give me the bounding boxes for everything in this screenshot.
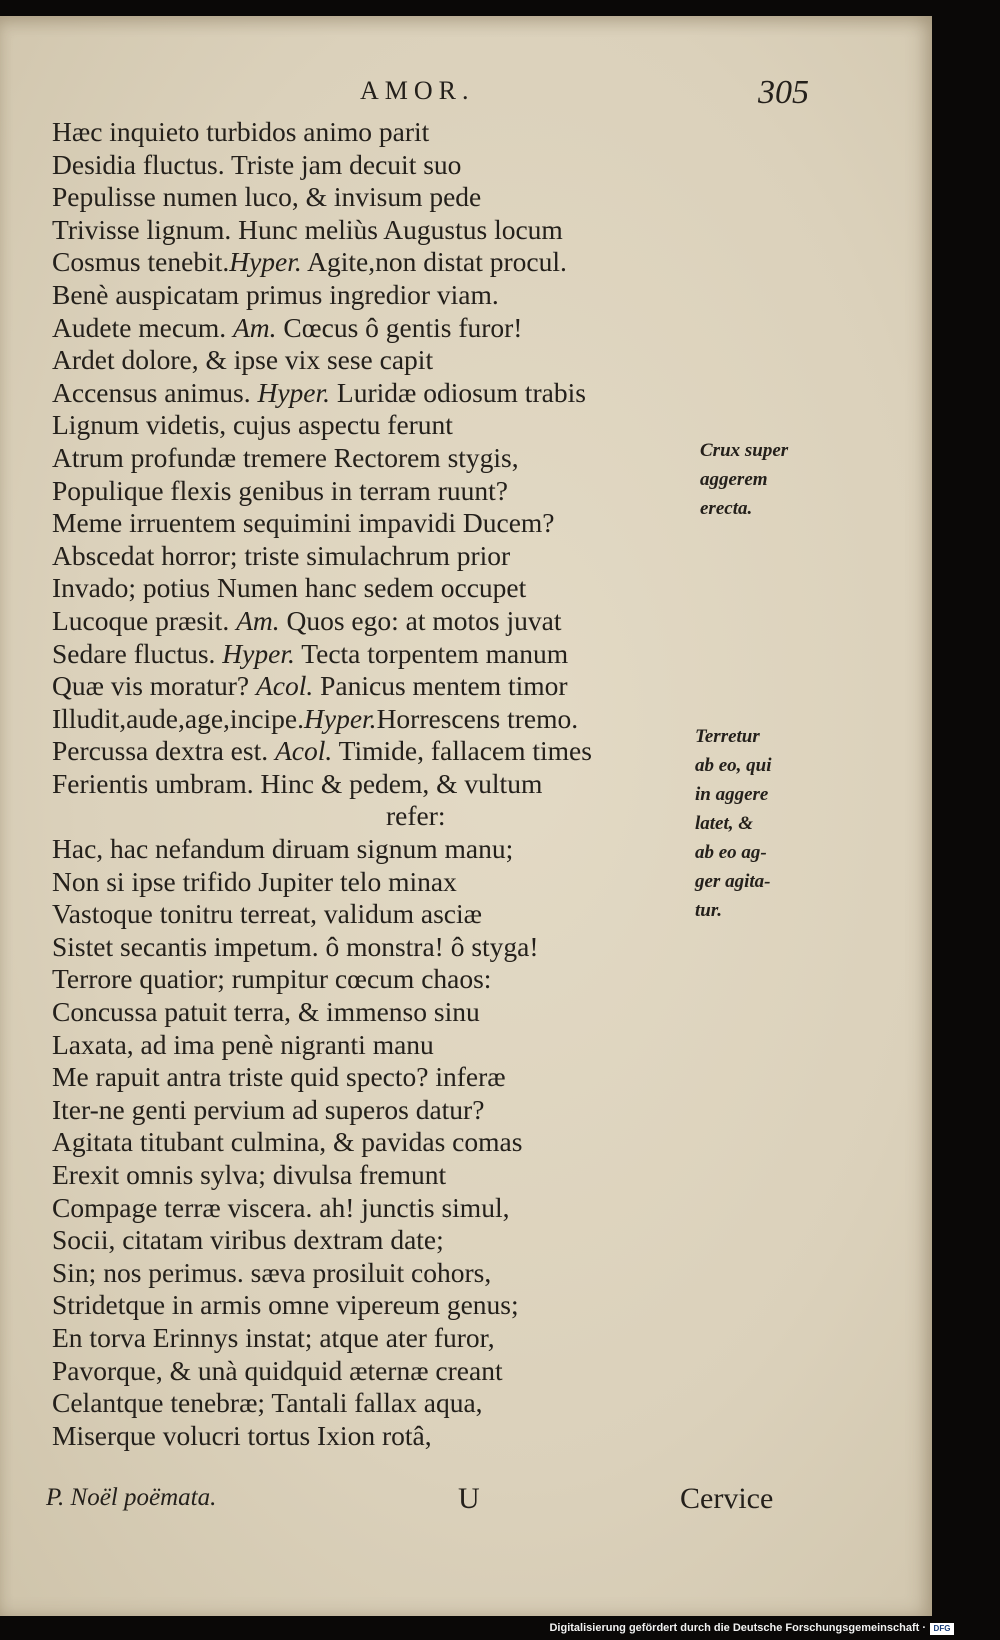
verse-text-run: Populique flexis genibus in terram ruunt? <box>52 474 508 506</box>
verse-line <box>52 312 712 345</box>
speaker-name: Hyper. <box>304 702 377 734</box>
verse-line <box>52 638 712 671</box>
verse-text-run: Me rapuit antra triste quid specto? inferæ <box>52 1061 506 1093</box>
funding-credit: Digitalisierung gefördert durch die Deutsche Forschungsgemeinschaft · <box>549 1622 926 1634</box>
verse-text-run: Celantque tenebræ; Tantali fallax aqua, <box>52 1387 483 1419</box>
footer-signature-letter: U <box>458 1482 480 1515</box>
verse-line <box>52 181 712 214</box>
verse-text-run: Desidia fluctus. Triste jam decuit suo <box>52 148 462 180</box>
verse-text-run: Trivisse lignum. Hunc meliùs Augustus locum <box>52 213 563 245</box>
verse-line <box>52 116 712 149</box>
verse-line <box>52 1061 712 1094</box>
verse-text-run: Sistet secantis impetum. ô monstra! ô styga! <box>52 930 539 962</box>
verse-text-run: Horrescens tremo. <box>376 702 579 734</box>
verse-text-run: Meme irruentem sequimini impavidi Ducem? <box>52 507 555 539</box>
verse-line <box>52 1387 712 1420</box>
running-header-title: AMOR. <box>360 76 475 105</box>
verse-text-run: Sedare fluctus. <box>52 637 223 669</box>
verse-line <box>52 377 712 410</box>
verse-text-run: Tecta torpentem manum <box>294 637 569 669</box>
marginal-note-line: erecta. <box>700 498 753 519</box>
verse-line <box>52 735 712 768</box>
marginal-note-line: ger agita- <box>695 871 771 892</box>
verse-text-run: Pepulisse numen luco, & invisum pede <box>52 181 482 213</box>
verse-line <box>52 1159 712 1192</box>
verse-text-run: Sin; nos perimus. sæva prosiluit cohors, <box>52 1256 492 1288</box>
verse-text-run: Invado; potius Numen hanc sedem occupet <box>52 572 527 604</box>
verse-text-run: Timide, fallacem times <box>332 735 592 767</box>
verse-line <box>52 996 712 1029</box>
verse-line <box>52 1224 712 1257</box>
verse-line <box>52 1355 712 1388</box>
verse-line <box>52 963 712 996</box>
verse-text-run: Terrore quatior; rumpitur cœcum chaos: <box>52 963 492 995</box>
speaker-name: Am. <box>236 604 280 636</box>
verse-text-run: Socii, citatam viribus dextram date; <box>52 1224 444 1256</box>
verse-text <box>52 116 712 1452</box>
verse-text-run: Miserque volucri tortus Ixion rotâ, <box>52 1419 432 1451</box>
verse-text-run: Quos ego: at motos juvat <box>279 604 562 636</box>
verse-text-run: Hac, hac nefandum diruam signum manu; <box>52 833 514 865</box>
verse-line <box>52 800 712 833</box>
verse-text-run: Pavorque, & unà quidquid æternæ creant <box>52 1354 503 1386</box>
verse-line <box>52 279 712 312</box>
verse-line <box>52 475 712 508</box>
verse-line <box>52 214 712 247</box>
verse-text-run: En torva Erinnys instat; atque ater furor, <box>52 1321 495 1353</box>
verse-line <box>52 1029 712 1062</box>
verse-text-run: Illudit,aude,age,incipe. <box>52 702 304 734</box>
verse-text-run: Cœcus ô gentis furor! <box>276 311 523 343</box>
verse-text-run: Iter-ne genti pervium ad superos datur? <box>52 1093 485 1125</box>
verse-line <box>52 572 712 605</box>
verse-text-run: Erexit omnis sylva; divulsa fremunt <box>52 1159 447 1190</box>
verse-text-run: Lignum videtis, cujus aspectu ferunt <box>52 409 453 441</box>
footer-signature: P. Noël poëmata. <box>46 1484 217 1511</box>
verse-text-run: Abscedat horror; triste simulachrum prior <box>52 539 511 571</box>
marginal-note-terretur <box>695 722 772 925</box>
verse-line <box>52 866 712 899</box>
verse-line <box>52 1192 712 1225</box>
verse-line <box>52 833 712 866</box>
marginal-note-line: latet, & <box>695 813 754 834</box>
verse-line <box>52 344 712 377</box>
verse-line <box>52 149 712 182</box>
verse-text-run: Concussa patuit terra, & immenso sinu <box>52 996 480 1028</box>
verse-line <box>52 1126 712 1159</box>
verse-text-run: Laxata, ad ima penè nigranti manu <box>52 1028 434 1060</box>
verse-text-run: Lucoque præsit. <box>52 604 237 636</box>
verse-text-run: Panicus mentem timor <box>313 670 568 702</box>
verse-text-run: Cosmus tenebit. <box>52 246 230 278</box>
verse-line <box>52 931 712 964</box>
marginal-note-line: ab eo ag- <box>695 842 767 863</box>
marginal-note-line: ab eo, qui <box>695 755 772 776</box>
marginal-note-cross <box>700 436 788 523</box>
verse-line <box>52 1420 712 1453</box>
speaker-name: Acol. <box>274 735 333 767</box>
verse-line <box>52 1094 712 1127</box>
page-number: 305 <box>758 74 809 111</box>
verse-text-run: Ferientis umbram. Hinc & pedem, & vultum <box>52 767 543 799</box>
verse-line <box>52 670 712 703</box>
verse-text-run: Quæ vis moratur? <box>52 670 256 702</box>
marginal-note-line: Crux super <box>700 440 789 461</box>
marginal-note-line: tur. <box>695 900 722 921</box>
verse-line <box>52 1257 712 1290</box>
verse-line <box>52 409 712 442</box>
verse-line <box>52 246 712 279</box>
verse-text-run: Agite,non distat procul. <box>301 246 567 278</box>
speaker-name: Hyper. <box>257 376 331 408</box>
verse-text-run: Benè auspicatam primus ingredior viam. <box>52 278 499 310</box>
speaker-name: Acol. <box>255 670 314 702</box>
speaker-name: Hyper. <box>229 246 302 278</box>
verse-line <box>52 540 712 573</box>
verse-text-run: Agitata titubant culmina, & pavidas comas <box>52 1126 523 1158</box>
dfg-logo: DFG <box>930 1623 954 1635</box>
verse-text-run: Luridæ odiosum trabis <box>330 376 586 408</box>
verse-text-run: Compage terræ viscera. ah! junctis simul, <box>52 1191 510 1223</box>
speaker-name: Am. <box>232 311 277 343</box>
verse-text-run: Hæc inquieto turbidos animo parit <box>52 116 430 147</box>
marginal-note-line: in aggere <box>695 784 769 805</box>
verse-text-run: refer: <box>386 800 446 832</box>
verse-text-run: Accensus animus. <box>52 376 258 408</box>
marginal-note-line: Terretur <box>695 726 760 747</box>
verse-line <box>52 1289 712 1322</box>
verse-text-run: Non si ipse trifido Jupiter telo minax <box>52 865 457 897</box>
footer-catchword: Cervice <box>680 1482 774 1515</box>
verse-text-run: Ardet dolore, & ipse vix sese capit <box>52 344 434 376</box>
verse-line <box>52 703 712 736</box>
verse-text-run: Audete mecum. <box>52 311 233 343</box>
verse-text-run: Stridetque in armis omne vipereum genus; <box>52 1289 519 1321</box>
verse-text-run: Atrum profundæ tremere Rectorem stygis, <box>52 441 519 473</box>
verse-line <box>52 442 712 475</box>
verse-line <box>52 898 712 931</box>
speaker-name: Hyper. <box>222 637 295 669</box>
marginal-note-line: aggerem <box>700 469 768 490</box>
verse-text-run: Vastoque tonitru terreat, validum asciæ <box>52 898 482 930</box>
book-page <box>0 16 932 1616</box>
verse-line <box>52 768 712 801</box>
verse-line <box>52 605 712 638</box>
verse-line <box>52 1322 712 1355</box>
verse-line <box>52 507 712 540</box>
verse-text-run: Percussa dextra est. <box>52 735 275 767</box>
